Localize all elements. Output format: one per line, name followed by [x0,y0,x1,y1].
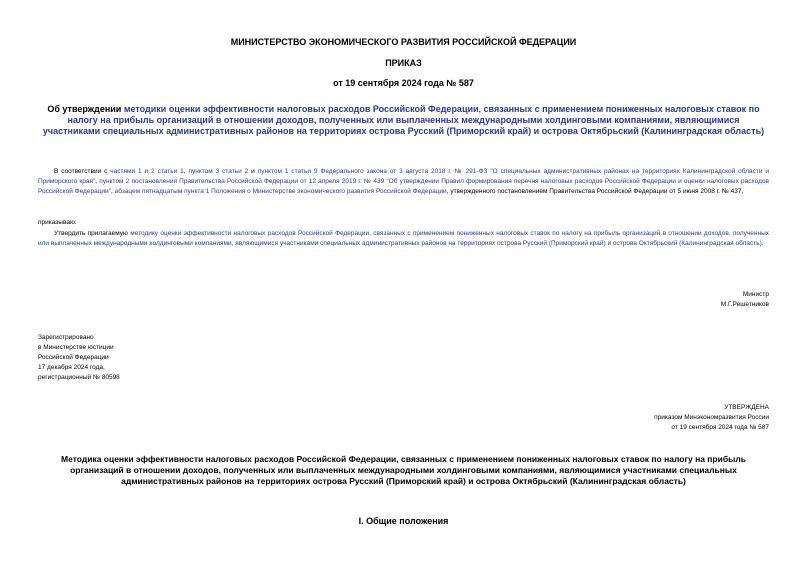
basis-text: и [248,168,258,175]
registration-line: регистрационный № 80598 [38,374,120,381]
basis-text: , [95,178,100,185]
basis-link-regulation[interactable]: абзацем пятнадцатым пункта 1 Положения о Министерстве экономического развития Российской Федерации [114,188,447,195]
registration-line: Зарегистрировано [38,334,94,341]
order-title-link[interactable]: методики оценки эффективности налоговых расходов Российской Федерации, связанных с применением пониженных налоговых ставок по налогу на прибыль организаций в отношении доходов, полученных или выплаченных международными холдинговыми компаниями, являющимися участниками специальных административных районов на территориях острова Русский (Приморский край) и острова Октябрьский (Калининградская область) [42,104,765,136]
order-heading: ПРИКАЗ [385,58,422,68]
basis-text: В соответствии с [54,168,111,175]
approved-line: от 19 сентября 2024 года № 587 [671,424,769,431]
approved-block [654,403,769,433]
registration-block [38,333,120,383]
signature-position: Министр [742,291,769,298]
basis-link-federal-law[interactable]: пунктом 1 статьи 9 Федерального закона от 3 августа 2018 г. № 291-ФЗ "О специальных административных районах на территориях Калининградской области и Приморского края" [38,168,769,185]
approve-text: . [761,240,764,247]
basis-link-article2[interactable]: пунктом 3 статьи 2 [188,168,249,175]
approve-link-methodology[interactable]: методику оценки эффективности налоговых расходов Российской Федерации, связанных с применением пониженных налоговых ставок по налогу на прибыль организаций в отношении доходов, полученных или выплаченных международными холдинговыми компаниями, являющимися участниками специальных административных районов на территориях острова Русский (Приморский край) и острова Октябрьский (Калининградская область) [38,230,769,247]
approved-line: приказом Минэкономразвития России [654,414,769,421]
basis-text: , [111,188,115,195]
registration-line: 17 декабря 2024 года, [38,364,105,371]
order-date: от 19 сентября 2024 года № 587 [333,78,474,88]
orders-word: приказываю: [38,219,77,226]
basis-text: , утвержденного постановлением Правительства Российской Федерации от 5 июня 2008 г. № 437, [446,188,744,195]
approve-text: Утвердить прилагаемую [54,230,131,237]
signature-name: М.Г.Решетников [720,301,769,308]
order-title-prefix: Об утверждении [47,104,124,114]
basis-text: , [183,168,189,175]
section-title: I. Общие положения [358,516,449,526]
basis-link-resolution-439[interactable]: пунктом 2 постановления Правительства Российской Федерации от 12 апреля 2019 г. № 439 "Об утверждении Правил формирования перечня налоговых расходов Российской Федерации и оценки налоговых расходов Российской Федерации" [38,178,769,195]
order-title [40,104,767,137]
approved-line: УТВЕРЖДЕНА [724,404,769,411]
registration-line: в Министерстве юстиции [38,344,114,351]
methodology-title: Методика оценки эффективности налоговых расходов Российской Федерации, связанных с применением пониженных налоговых ставок по налогу на прибыль организаций в отношении доходов, полученных или выплаченных международными холдинговыми компаниями, являющимися участниками специальных административных районов на территориях острова Русский (Приморский край) и острова Октябрьский (Калининградская область) [61,454,746,486]
approve-paragraph [38,229,769,249]
registration-line: Российской Федерации [38,354,109,361]
basis-link-law-articles[interactable]: частями 1 и 2 статьи 1 [110,168,184,175]
basis-paragraph [38,167,769,197]
ministry-heading: МИНИСТЕРСТВО ЭКОНОМИЧЕСКОГО РАЗВИТИЯ РОССИЙСКОЙ ФЕДЕРАЦИИ [230,37,577,47]
signature-block [721,290,769,310]
